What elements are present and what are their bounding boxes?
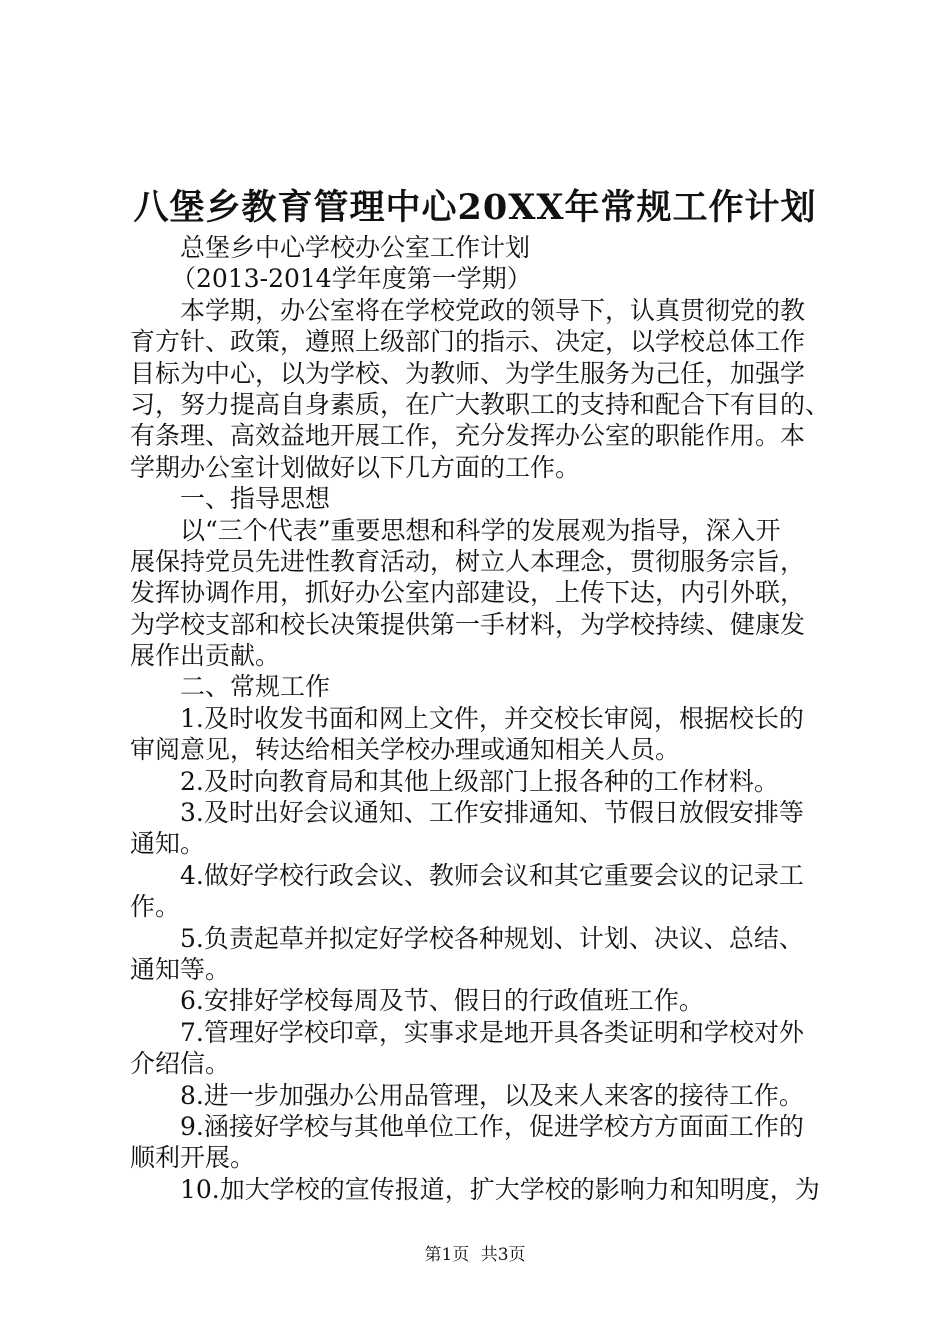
- body-line: 有条理、高效益地开展工作，充分发挥办公室的职能作用。本: [130, 421, 806, 451]
- page-number: 第1页: [424, 1245, 470, 1265]
- body-line: 3.及时出好会议通知、工作安排通知、节假日放假安排等: [180, 798, 804, 828]
- body-line: 本学期，办公室将在学校党政的领导下，认真贯彻党的教: [180, 295, 806, 325]
- body-line: 一、指导思想: [180, 484, 331, 514]
- body-line: 顺利开展。: [130, 1143, 256, 1173]
- body-line: 总堡乡中心学校办公室工作计划: [180, 233, 531, 262]
- document-title: 八堡乡教育管理中心20XX年常规工作计划: [133, 187, 817, 228]
- body-line: 发挥协调作用，抓好办公室内部建设，上传下达，内引外联，: [130, 578, 806, 608]
- body-line: 通知等。: [130, 954, 231, 984]
- body-line: 展作出贡献。: [130, 641, 281, 671]
- body-line: 目标为中心，以为学校、为教师、为学生服务为己任，加强学: [130, 358, 806, 388]
- page-total: 共3页: [480, 1245, 526, 1265]
- body-line: 介绍信。: [130, 1049, 231, 1079]
- body-line: 5.负责起草并拟定好学校各种规划、计划、决议、总结、: [180, 923, 804, 953]
- body-line: 8.进一步加强办公用品管理，以及来人来客的接待工作。: [180, 1080, 804, 1110]
- body-line: 2.及时向教育局和其他上级部门上报各种的工作材料。: [180, 766, 779, 796]
- document-body: [130, 232, 830, 1205]
- body-line: 4.做好学校行政会议、教师会议和其它重要会议的记录工: [180, 860, 804, 890]
- body-line: 通知。: [130, 829, 206, 859]
- body-line: 为学校支部和校长决策提供第一手材料，为学校持续、健康发: [130, 609, 806, 639]
- body-line: 7.管理好学校印章，实事求是地开具各类证明和学校对外: [180, 1017, 804, 1047]
- body-line: 审阅意见，转达给相关学校办理或通知相关人员。: [130, 735, 681, 765]
- body-line: 10.加大学校的宣传报道，扩大学校的影响力和知明度，为: [180, 1174, 820, 1204]
- body-line: 以“三个代表”重要思想和科学的发展观为指导，深入开: [180, 515, 781, 545]
- body-line: 6.安排好学校每周及节、假日的行政值班工作。: [180, 986, 704, 1016]
- body-line: 9.涵接好学校与其他单位工作，促进学校方方面面工作的: [180, 1111, 804, 1141]
- body-line: 学期办公室计划做好以下几方面的工作。: [130, 452, 581, 482]
- body-line: 展保持党员先进性教育活动，树立人本理念，贯彻服务宗旨，: [130, 546, 806, 576]
- body-line: 二、常规工作: [180, 672, 331, 702]
- body-line: 作。: [130, 892, 181, 922]
- body-line: （2013-2014学年度第一学期）: [171, 264, 532, 294]
- body-line: 习，努力提高自身素质，在广大教职工的支持和配合下有目的、: [130, 389, 831, 419]
- page-footer: [0, 1244, 950, 1266]
- body-line: 育方针、政策，遵照上级部门的指示、决定，以学校总体工作: [130, 327, 806, 357]
- body-line: 1.及时收发书面和网上文件，并交校长审阅，根据校长的: [180, 703, 804, 733]
